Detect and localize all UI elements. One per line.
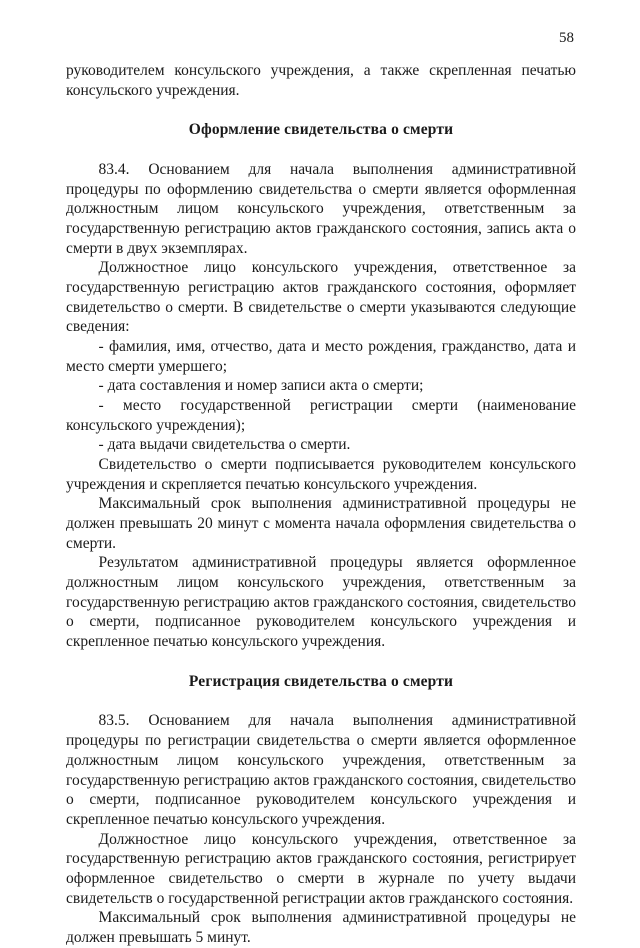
paragraph-max-time-20-minutes: Максимальный срок выполнения административной процедуры не должен превышать 20 минут с момента начала оформления свидетельства о смерти. xyxy=(66,495,576,552)
paragraph-83-5: 83.5. Основанием для начала выполнения административной процедуры по регистрации свидетельства о смерти является оформленное должностным лицом консульского учреждения, ответственным за государственную регистрацию актов гражданского состояния, свидетельство о смерти, подписанное руководителем консульского учреждения и скрепленное печатью консульского учреждения. xyxy=(66,712,576,828)
paragraph-83-4: 83.4. Основанием для начала выполнения административной процедуры по оформлению свидетельства о смерти является оформленная должностным лицом консульского учреждения, ответственным за государственную регистрацию актов гражданского состояния, запись акта о смерти в двух экземплярах. xyxy=(66,161,576,257)
paragraph-continuation: руководителем консульского учреждения, а также скрепленная печатью консульского учреждения. xyxy=(66,62,576,99)
paragraph-max-time-5-minutes: Максимальный срок выполнения административной процедуры не должен превышать 5 минут. xyxy=(66,909,576,946)
section-heading-death-certificate-issuance: Оформление свидетельства о смерти xyxy=(188,121,454,139)
list-item-issue-date: - дата выдачи свидетельства о смерти. xyxy=(98,436,351,454)
document-content xyxy=(66,61,576,948)
list-item-record-date: - дата составления и номер записи акта о смерти; xyxy=(98,377,424,395)
list-item-name-details: - фамилия, имя, отчество, дата и место рождения, гражданство, дата и место смерти умершего; xyxy=(66,338,576,375)
list-item-registration-place: - место государственной регистрации смерти (наименование консульского учреждения); xyxy=(66,397,576,434)
section-heading-death-certificate-registration: Регистрация свидетельства о смерти xyxy=(188,672,454,690)
paragraph-signature-seal: Свидетельство о смерти подписывается руководителем консульского учреждения и скрепляется печатью консульского учреждения. xyxy=(66,456,576,493)
page-number: 58 xyxy=(559,30,574,46)
paragraph-procedure-result: Результатом административной процедуры является оформленное должностным лицом консульского учреждения, ответственным за государственную регистрацию актов гражданского состояния, свидетельство о смерти, подписанное руководителем консульского учреждения и скрепленное печатью консульского учреждения. xyxy=(66,554,576,651)
paragraph-official-duties: Должностное лицо консульского учреждения, ответственное за государственную регистрацию актов гражданского состояния, оформляет свидетельство о смерти. В свидетельстве о смерти указываются следующие сведения: xyxy=(66,259,576,336)
paragraph-journal-registration: Должностное лицо консульского учреждения, ответственное за государственную регистрацию актов гражданского состояния, регистрирует оформленное свидетельство о смерти в журнале по учету выдачи свидетельств о государственной регистрации актов гражданского состояния. xyxy=(66,830,576,907)
